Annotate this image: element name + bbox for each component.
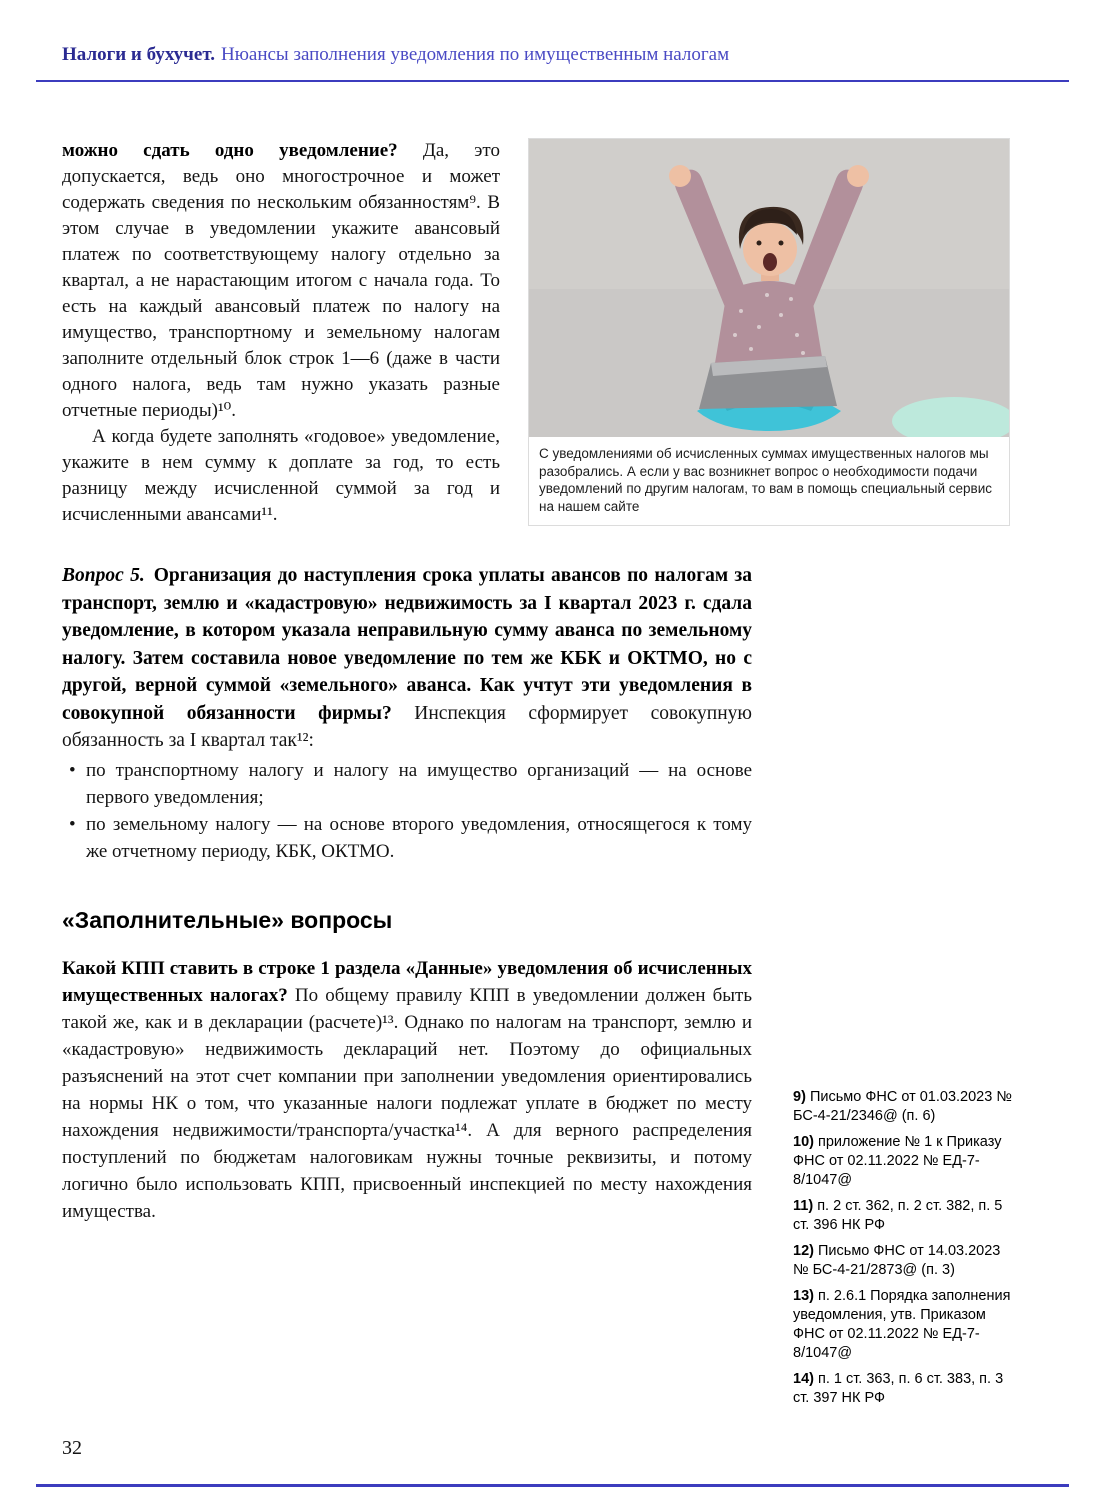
kpp-question-body: По общему правилу КПП в уведомлении должен быть такой же, как и в декларации (расчете)¹³. Однако по налогам на транспорт, землю и «кадастровую» недвижимость деклараций нет. Поэтому до официальных разъяснений на этот счет компании при заполнении уведомления ориентировались на нормы НК о том, что указанные налоги подлежат уплате в бюджет по месту нахождения недвижимости/транспорта/участка¹⁴. А для верного распределения поступлений по бюджетам налоговикам нужны точные реквизиты, и потому логично было использовать КПП, присвоенный инспекцией по месту нахождения имущества.	[62, 984, 752, 1222]
bullet-land-tax: • по земельному налогу — на основе второго уведомления, относящегося к тому же отчетному периоду, КБК, ОКТМО.	[62, 811, 752, 865]
bullet-transport-tax: • по транспортному налогу и налогу на имущество организаций — на основе первого уведомления;	[62, 757, 752, 811]
footer-rule	[36, 1484, 1069, 1487]
footnote-12	[793, 1242, 1015, 1280]
intro-question-body: Да, это допускается, ведь оно многострочное и может содержать сведения по нескольким обязанностям⁹. В этом случае в уведомлении укажите авансовый платеж по соответствующему налогу отдельно за квартал, а не нарастающим итогом с начала года. То есть на каждый авансовый платеж по налогу на имущество, транспортному и земельному налогам заполните отдельный блок строк 1—6 (даже в части одного налога, ведь там нужно указать разные отчетные периоды)¹⁰.	[62, 140, 500, 421]
footnote-text: п. 2.6.1 Порядка заполнения уведомления, утв. Приказом ФНС от 02.11.2022 № ЕД-7-8/1047@	[793, 1288, 1011, 1361]
rubric-label: Налоги и бухучет.	[62, 44, 215, 65]
footnotes-sidebar	[793, 1088, 1015, 1415]
question-5-answer-intro: Инспекция сформирует совокупную обязанность за I квартал так¹²:	[62, 702, 752, 751]
footnote-9	[793, 1088, 1015, 1126]
footnote-text: п. 2 ст. 362, п. 2 ст. 382, п. 5 ст. 396 НК РФ	[793, 1198, 1003, 1233]
question-5-text: Организация до наступления срока уплаты авансов по налогам за транспорт, землю и «кадастровую» недвижимость за I квартал 2023 г. сдала уведомление, в котором указала неправильную сумму аванса по земельному налогу. Затем составила новое уведомление по тем же КБК и ОКТМО, но с другой, верной суммой «земельного» аванса. Как учтут эти уведомления в совокупной обязанности фирмы?	[62, 565, 752, 724]
intro-question-lead: можно сдать одно уведомление?	[62, 140, 398, 161]
paragraph-annual-notice: А когда будете заполнять «годовое» уведомление, укажите в нем сумму к доплате за год, то есть разницу между исчисленной суммой за год и исчисленными авансами¹¹.	[62, 426, 500, 525]
footnote-10	[793, 1133, 1015, 1190]
footnote-number: 12)	[793, 1243, 814, 1259]
footnote-text: приложение № 1 к Приказу ФНС от 02.11.2022 № ЕД-7-8/1047@	[793, 1134, 1002, 1188]
footnote-number: 10)	[793, 1134, 814, 1150]
photo-caption: С уведомлениями об исчисленных суммах имущественных налогов мы разобрались. А если у вас возникнет вопрос о необходимости подачи уведомлений по другим налогам, то вам в помощь специальный сервис на нашем сайте	[539, 446, 993, 514]
page-header	[36, 44, 1069, 82]
page-content	[62, 138, 1012, 1406]
footnote-14	[793, 1370, 1015, 1408]
question-5-label: Вопрос 5.	[62, 565, 145, 586]
footnote-number: 14)	[793, 1371, 814, 1387]
footnote-text: Письмо ФНС от 01.03.2023 № БС-4-21/2346@ (п. 6)	[793, 1089, 1012, 1124]
question-5-block	[62, 562, 752, 755]
photo-excited-woman	[529, 139, 1009, 437]
footnote-text: Письмо ФНС от 14.03.2023 № БС-4-21/2873@ (п. 3)	[793, 1243, 1001, 1278]
footnote-number: 9)	[793, 1089, 806, 1105]
footnote-13	[793, 1287, 1015, 1363]
footnote-text: п. 1 ст. 363, п. 6 ст. 383, п. 3 ст. 397 НК РФ	[793, 1371, 1004, 1406]
footnote-number: 11)	[793, 1198, 814, 1214]
kpp-question-lead: Какой КПП ставить в строке 1 раздела «Данные» уведомления об исчисленных имущественных налогах?	[62, 957, 752, 1006]
photo-figure	[528, 138, 1010, 526]
section-heading: «Заполнительные» вопросы	[62, 906, 393, 933]
paragraph-kpp	[62, 955, 752, 1225]
article-title: Нюансы заполнения уведомления по имущественным налогам	[220, 44, 730, 65]
footnote-11	[793, 1197, 1015, 1235]
page-number: 32	[62, 1437, 82, 1459]
answer-bullet-list	[62, 757, 752, 865]
footnote-number: 13)	[793, 1288, 814, 1304]
